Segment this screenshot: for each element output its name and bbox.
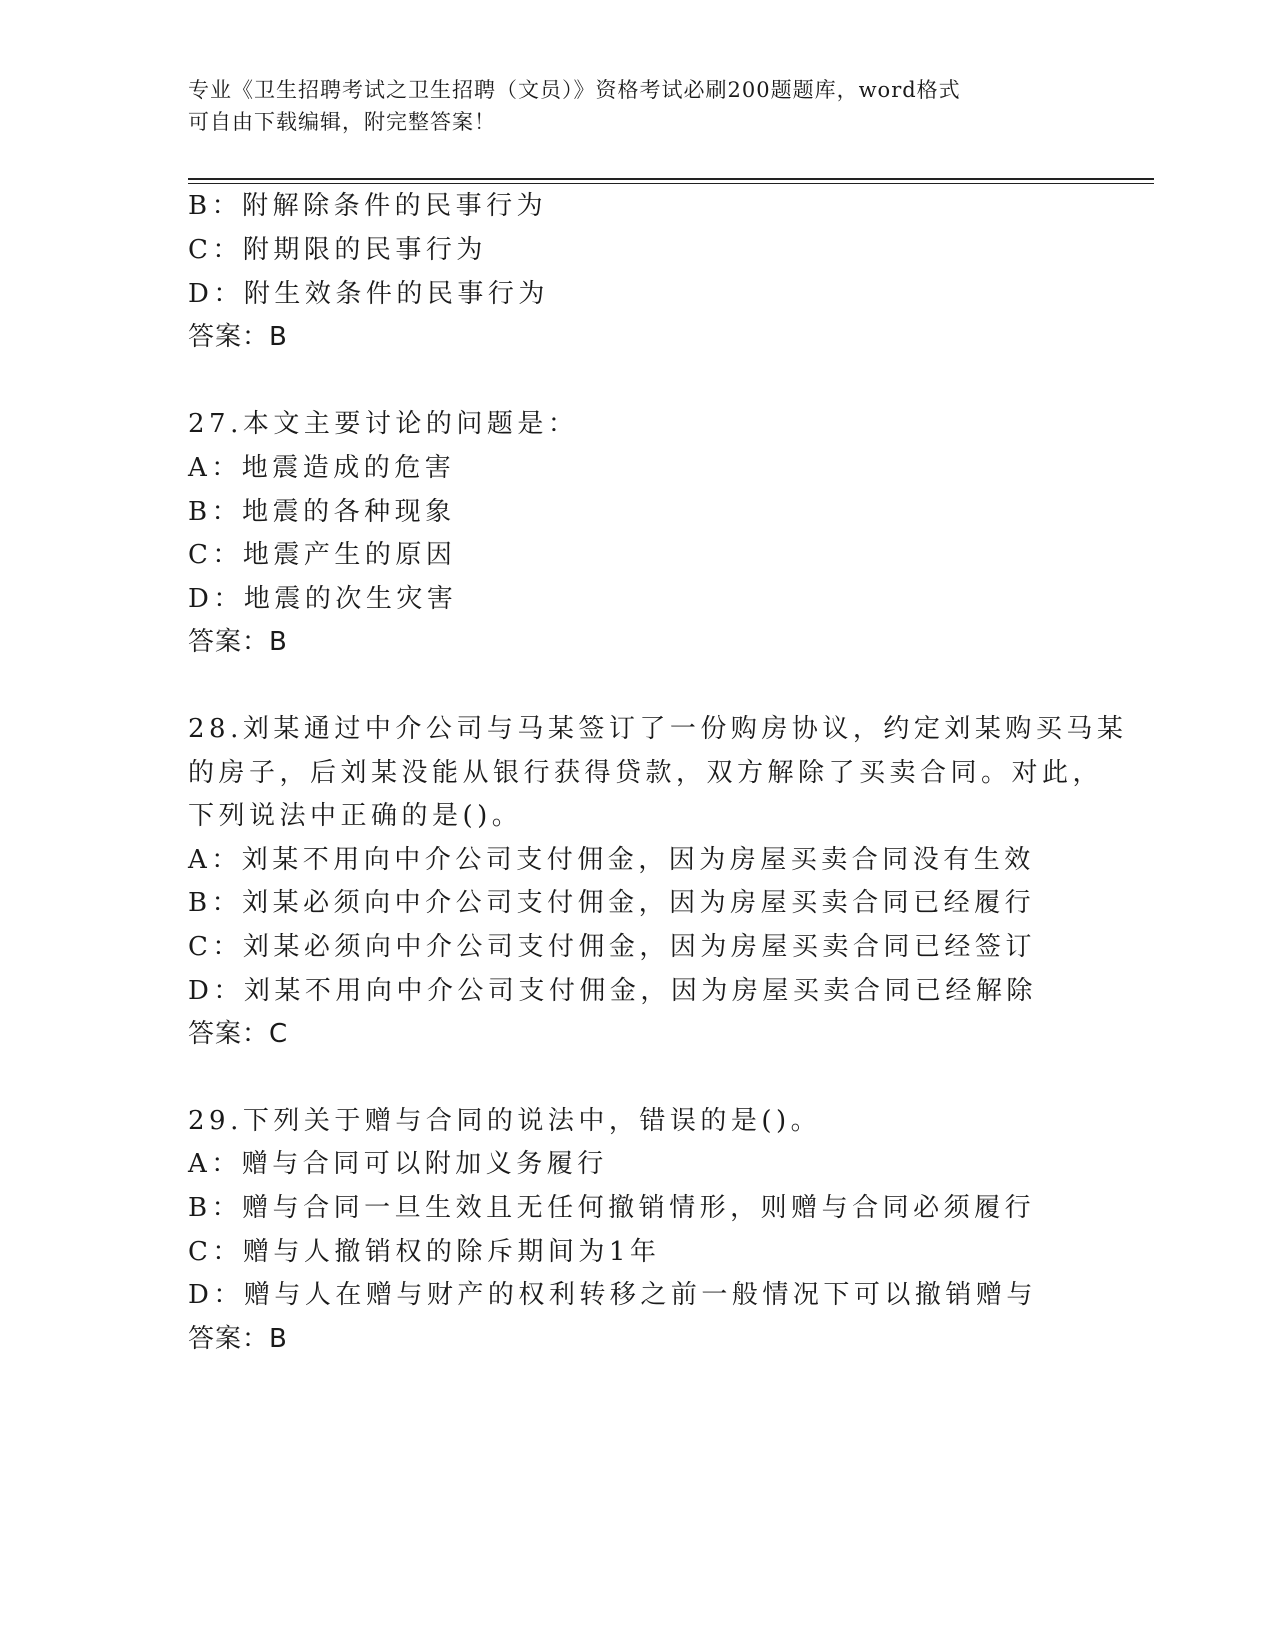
- q28-option-c: C：刘某必须向中介公司支付佣金，因为房屋买卖合同已经签订: [188, 932, 1036, 962]
- q26-answer: 答案：B: [188, 322, 288, 352]
- q26-option-b: B：附解除条件的民事行为: [188, 191, 548, 221]
- q27-option-c: C：地震产生的原因: [188, 540, 457, 570]
- header-divider-thin: [188, 183, 1154, 184]
- q29-stem: 29.下列关于赠与合同的说法中，错误的是()。: [188, 1106, 822, 1136]
- q26-option-c: C：附期限的民事行为: [188, 235, 487, 265]
- q29-option-a: A：赠与合同可以附加义务履行: [188, 1149, 608, 1179]
- q29-option-c: C：赠与人撤销权的除斥期间为1年: [188, 1237, 661, 1267]
- q27-option-a: A：地震造成的危害: [188, 453, 456, 483]
- header-divider-thick: [188, 178, 1154, 180]
- q27-stem: 27.本文主要讨论的问题是：: [188, 409, 579, 439]
- q28-option-b: B：刘某必须向中介公司支付佣金，因为房屋买卖合同已经履行: [188, 888, 1036, 918]
- header-title-line-2: 可自由下载编辑，附完整答案！: [188, 110, 496, 134]
- q28-option-a: A：刘某不用向中介公司支付佣金，因为房屋买卖合同没有生效: [188, 845, 1035, 875]
- document-header: [188, 74, 1088, 138]
- q28-stem-line-2: 的房子，后刘某没能从银行获得贷款，双方解除了买卖合同。对此，: [188, 758, 1104, 788]
- q28-stem-line-3: 下列说法中正确的是()。: [188, 801, 523, 831]
- q29-answer: 答案：B: [188, 1324, 288, 1354]
- q27-option-b: B：地震的各种现象: [188, 497, 456, 527]
- q29-option-b: B：赠与合同一旦生效且无任何撤销情形，则赠与合同必须履行: [188, 1193, 1036, 1223]
- q27-option-d: D：地震的次生灾害: [188, 584, 458, 614]
- q28-answer: 答案：C: [188, 1019, 289, 1049]
- q29-option-d: D：赠与人在赠与财产的权利转移之前一般情况下可以撤销赠与: [188, 1280, 1037, 1310]
- q28-option-d: D：刘某不用向中介公司支付佣金，因为房屋买卖合同已经解除: [188, 976, 1037, 1006]
- q26-option-d: D：附生效条件的民事行为: [188, 279, 549, 309]
- q28-stem-line-1: 28.刘某通过中介公司与马某签订了一份购房协议，约定刘某购买马某: [188, 714, 1128, 744]
- header-title-line-1: 专业《卫生招聘考试之卫生招聘（文员）》资格考试必刷200题题库，word格式: [188, 78, 961, 102]
- q27-answer: 答案：B: [188, 627, 288, 657]
